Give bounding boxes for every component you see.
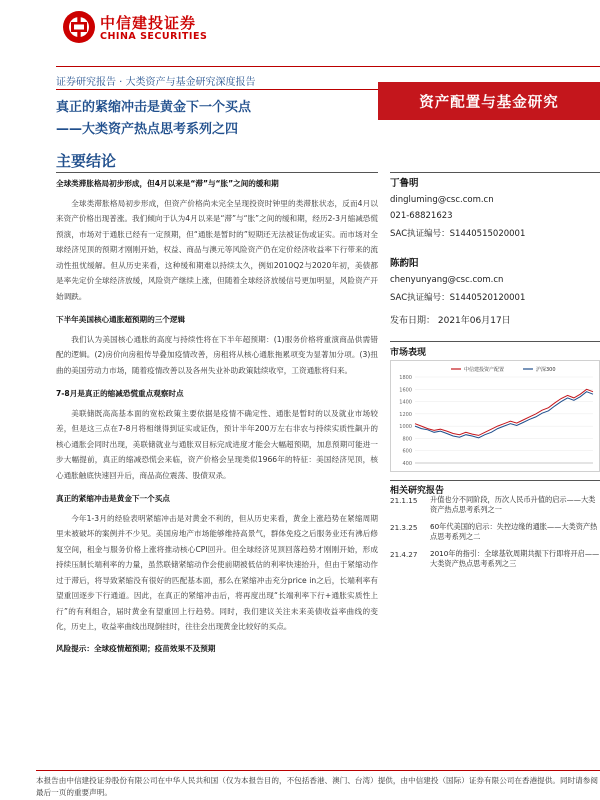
analyst-cert: SAC执证编号：S1440520120001 — [390, 293, 526, 303]
related-date: 21.3.25 — [390, 523, 418, 532]
series-line — [415, 392, 593, 438]
series-line — [415, 389, 593, 435]
side-column-rule — [390, 172, 600, 173]
header-rule-mid — [56, 89, 378, 90]
y-tick-label: 400 — [402, 461, 412, 467]
related-date: 21.1.15 — [390, 496, 418, 505]
brand-name-cn: 中信建投证券 — [100, 14, 197, 32]
market-chart-svg — [391, 361, 599, 471]
related-rule — [390, 480, 600, 481]
section-title: 主要结论 — [56, 152, 117, 170]
analyst-email[interactable]: dingluming@csc.com.cn — [390, 195, 494, 205]
block-text: 全球类滞胀格局初步形成，但资产价格尚未完全呈现投资时钟里的类滞胀状态，反而4月以来资产价格出现普涨。我们倾向于认为4月以来是“滞”与“胀”之间的缓和期，经历2-3月缩减恐慌预演，市场对于通胀已经有一定预期，但“通胀是暂时的”短期还无法被证伪或证实。而市场对全球经济见顶的预期才刚刚开始，权益、商品与澳元等风险资产仍在定价经济收益率下行带来的流动性扭忧缓解。但从历史来看，这种缓和期难以持续太久，例如2010Q2与2020年初，美债都是率先定价全球经济放缓，风险资产继续上涨，但随着全球经济放缓信号更加明显，风险资产开始调跌。 — [56, 198, 378, 301]
report-subtitle: ——大类资产热点思考系列之四 — [56, 122, 239, 137]
related-heading: 相关研究报告 — [390, 486, 445, 496]
y-tick-label: 600 — [402, 448, 412, 455]
analyst-name: 陈韵阳 — [390, 258, 419, 269]
brand-name-en: CHINA SECURITIES — [100, 31, 208, 42]
category-banner: 资产配置与基金研究 — [378, 82, 600, 120]
block-heading: 下半年美国核心通胀超预期的三个逻辑 — [56, 315, 186, 324]
analyst-card — [390, 175, 600, 239]
analyst-email[interactable]: chenyunyang@csc.com.cn — [390, 275, 504, 285]
risk-warning: 风险提示：全球疫情超预期；疫苗效果不及预期 — [56, 643, 216, 653]
related-title[interactable]: 2010年的指引：全球基钦周期共振下行即将开启——大类资产热点思考系列之三 — [430, 549, 600, 568]
related-item[interactable] — [390, 495, 600, 515]
analyst-card — [390, 255, 600, 326]
related-title[interactable]: 60年代美国的启示：失控边缘的通胀——大类资产热点思考系列之二 — [430, 522, 598, 541]
y-tick-label: 1600 — [399, 387, 412, 394]
y-tick-label: 1000 — [399, 424, 412, 431]
related-item[interactable] — [390, 549, 600, 569]
y-tick-label: 1400 — [399, 399, 412, 406]
market-heading: 市场表现 — [390, 348, 427, 358]
report-type: 证券研究报告 · 大类资产与基金研究深度报告 — [56, 77, 256, 88]
related-date: 21.4.27 — [390, 550, 418, 559]
header-rule-top — [56, 66, 600, 67]
legend-label: 中信建投资产配置 — [464, 367, 505, 373]
block-text: 美联储既高高基本面的宽松政策主要依据是疫情不确定性、通胀是暂时的以及就业市场较差，但是这三点在7-8月将相继得到证实或证伪，预计半年200万左右非农与持续实质性飙升的核心通胀会同时出现，美联储就业与通胀双目标完成进度才能会大幅超预期，加息预期可能进一步大幅提前，真正的缩减恐慌会来临，资产价格会呈现类似1966年的特征：美国经济见顶，核心通胀触底快速回升后，商品高位震荡、股债双杀。 — [56, 408, 378, 480]
market-chart — [390, 360, 600, 472]
block-text: 今年1-3月的经验表明紧缩冲击是对黄金不利的，但从历史来看，黄金上涨趋势在紧缩周期里未被破坏的案例并不少见。美国房地产市场能够维持高景气，群体免疫之后服务业还有沸后修复空间，租金与服务价格上涨将推动核心CPI回升。但全球经济见顶回落趋势才刚刚开始，形成持续压制长端利率的力量，虽然联储紧缩动作会使前期被低估的利率快速抬升，但由于紧缩动作过于滞后，将导致紧缩没有很好的匹配基本面，那么在紧缩冲击充分price in之后，长端利率有望重回逐步下行通道。因此，在真正的紧缩冲击后，将再度出现“长端利率下行+通胀实质性上行”的有利组合，届时黄金有望重回上行趋势。同时，我们建议关注未来美债收益率曲线的变化，历史上，收益率曲线出现倒挂时，往往会出现黄金比较好的买点。 — [56, 513, 378, 631]
company-logo — [62, 10, 222, 46]
analyst-name: 丁鲁明 — [390, 178, 419, 189]
block-heading: 真正的紧缩冲击是黄金下一个买点 — [56, 494, 170, 503]
analyst-cert: SAC执证编号：S1440515020001 — [390, 229, 526, 239]
block-text: 我们认为美国核心通胀的高度与持续性将在下半年超预期：(1)服务价格将重演商品供需错配的逻辑。(2)房价向房租传导叠加疫情改善，房租将从核心通胀拖累项变为显著加分项。(3)扭曲的美国劳动力市场，随着疫情改善以及各州失业补助政策陆续收窄，工资通胀将归来。 — [56, 334, 378, 375]
logo-mark-icon — [62, 10, 96, 44]
footer-rule — [36, 770, 600, 771]
y-tick-label: 800 — [402, 436, 412, 443]
y-tick-label: 1200 — [399, 411, 412, 418]
main-conclusions — [56, 176, 378, 656]
related-item[interactable] — [390, 522, 600, 542]
main-column-rule — [56, 172, 378, 173]
related-list — [390, 495, 600, 576]
legend-label: 沪深300 — [536, 367, 556, 373]
publish-date: 发布日期： 2021年06月17日 — [390, 316, 511, 326]
disclaimer-footer: 本报告由中信建投证券股份有限公司在中华人民共和国（仅为本报告目的，不包括香港、澳门、台湾）提供，由中信建投（国际）证券有限公司在香港提供。同时请参阅最后一页的重要声明。 — [36, 776, 598, 797]
y-tick-label: 1800 — [399, 375, 412, 381]
related-title[interactable]: 升值也分不同阶段，历次人民币升值的启示——大类资产热点思考系列之一 — [430, 495, 596, 514]
analyst-phone: 021-68821623 — [390, 211, 453, 221]
block-heading: 7-8月是真正的缩减恐慌重点观察时点 — [56, 389, 184, 398]
report-title: 真正的紧缩冲击是黄金下一个买点 — [56, 100, 252, 115]
market-rule — [390, 341, 600, 342]
block-heading: 全球类滞胀格局初步形成，但4月以来是“滞”与“胀”之间的缓和期 — [56, 179, 279, 188]
